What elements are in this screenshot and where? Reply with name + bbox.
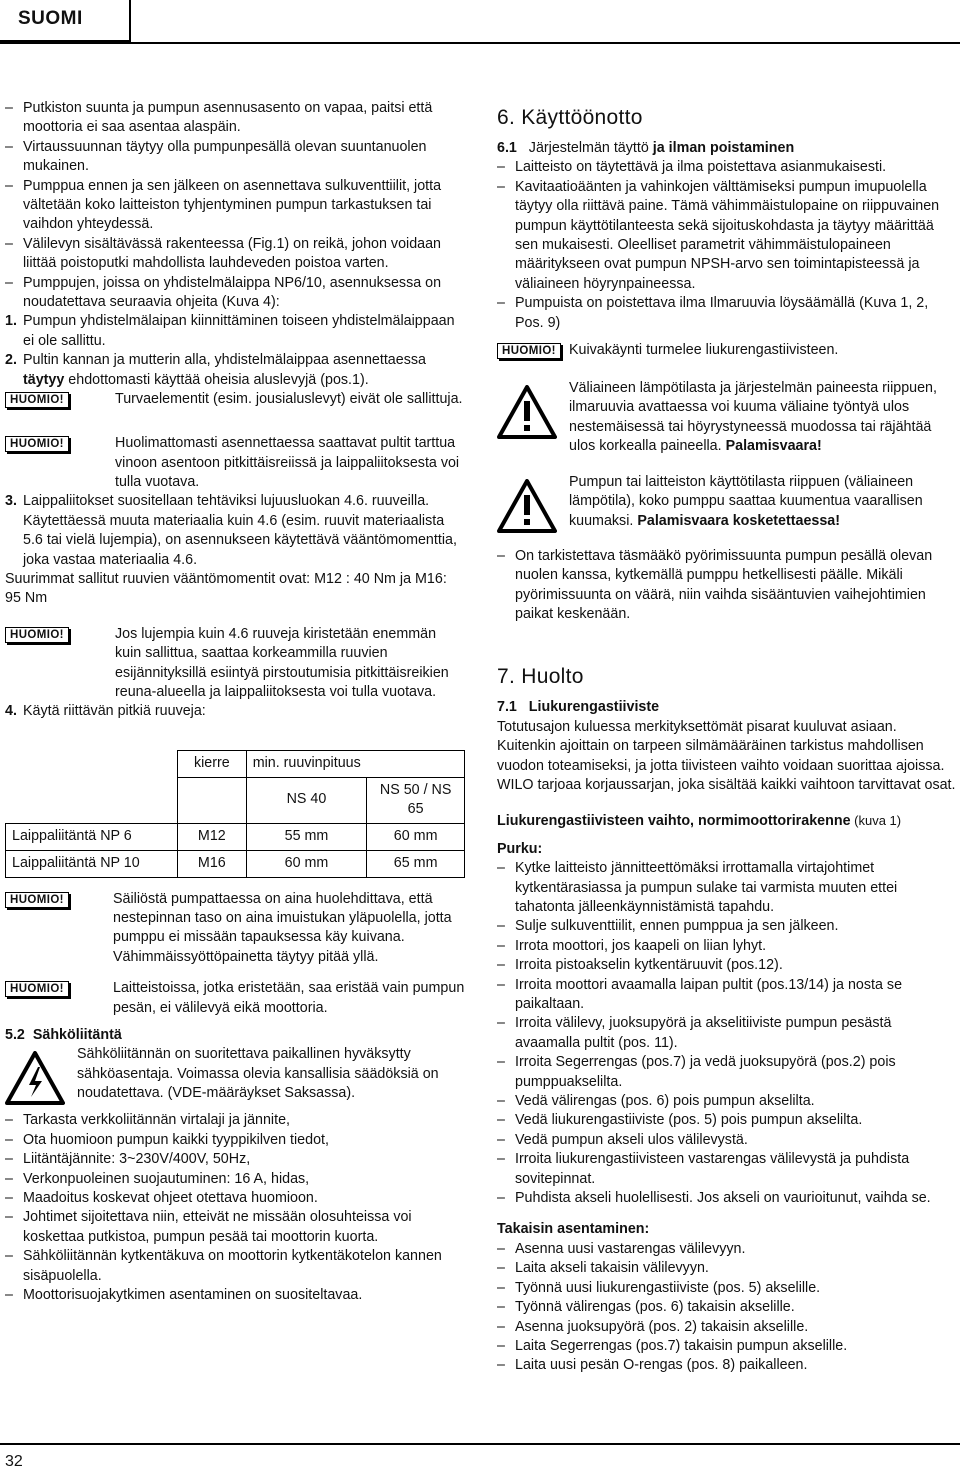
list-item: – Moottorisuojakytkimen asentaminen on suositeltavaa. — [5, 1286, 465, 1305]
rotation-bullet: – On tarkistettava täsmääkö pyörimissuunta pumpun pesällä olevan nuolen kanssa, kytkemällä pumppu hetkellisesti päälle. Mikäli pyörimissuunta on väärä, niin vaihda sisääntuvien vaihejohtimien paikat keskenään. — [497, 547, 959, 625]
huomio-badge: HUOMIO! — [5, 981, 69, 997]
section-5-2-heading: 5.2 Sähköliitäntä — [5, 1027, 122, 1044]
list-item: – Irroita liukurengastiivisteen vastarengas välilevystä ja puhdista sovitepinnat. — [497, 1150, 959, 1189]
step-1: 1. Pumpun yhdistelmälaipan kiinnittäminen toiseen yhdistelmälaippaan ei ole sallittu. — [5, 313, 455, 349]
list-item: – Johtimet sijoitettava niin, etteivät ne missään olosuhteissa voi koskettaa putkistoa, pumpun pesää tai moottorin kuorta. — [5, 1208, 465, 1247]
section-7-1-heading: 7.1 Liukurengastiiviste — [497, 699, 660, 716]
list-item: – Vedä välirengas (pos. 6) pois pumpun akselilta. — [497, 1092, 959, 1111]
right-column — [497, 99, 959, 1376]
reassembly-list — [497, 1240, 959, 1376]
table-cell: 60 mm — [246, 850, 367, 877]
note-2: HUOMIO! Huolimattomasti asennettaessa saattavat pultit tarttua vinoon asentoon pitkittäisreiissä ja laippaliitoksesta voi tulla vuotava. — [5, 434, 465, 492]
list-item: – Virtaussuunnan täytyy olla pumpunpesällä olevan suuntanuolen mukainen. — [5, 138, 465, 177]
list-item: – Laita uusi pesän O-rengas (pos. 8) paikalleen. — [497, 1356, 959, 1375]
seal-replace-heading: Liukurengastiivisteen vaihto, normimoottorirakenne (kuva 1) — [497, 813, 902, 830]
language-label: SUOMI — [18, 8, 83, 29]
list-item: – Työnnä välirengas (pos. 6) takaisin akselille. — [497, 1298, 959, 1317]
filling-bullets — [497, 158, 959, 333]
table-cell: 55 mm — [246, 823, 367, 850]
install-bullets — [5, 99, 465, 312]
list-item: – Pumpuista on poistettava ilma Ilmaruuvia löysäämällä (Kuva 1, 2, Pos. 9) — [497, 294, 959, 333]
list-item: – Puhdista akseli huolellisesti. Jos akseli on vaurioitunut, vaihda se. — [497, 1189, 959, 1208]
table-cell — [367, 750, 465, 777]
table-cell: 60 mm — [367, 823, 465, 850]
note-3: HUOMIO! Jos lujempia kuin 4.6 ruuveja kiristetään enemmän kuin sallittua, saattaa korkeammilla ruuvien esijännityksillä esiintyä pirstoutumisia pitkittäisreikien reuna-alueella ja laippaliitoksesta voi tulla vuotava. — [5, 625, 465, 703]
section-6-1-heading: 6.1 Järjestelmän täyttö ja ilman poistaminen — [497, 140, 795, 156]
burn-warning-2: Pumpun tai laitteiston käyttötilasta riippuen (väliaineen lämpötila), koko pumppu saattaa kuumentua vaarallisen kuumaksi. Palamisvaara kosketettaessa! — [497, 473, 959, 539]
torque-text: Suurimmat sallitut ruuvien vääntömomentit ovat: M12 : 40 Nm ja M16: 95 Nm — [5, 570, 447, 607]
list-item: – Sähköliitännän kytkentäkuva on moottorin kytkentäkotelon kannen sisäpuolella. — [5, 1247, 465, 1286]
screw-length-table — [5, 750, 465, 878]
section-6-heading: 6. Käyttöönotto — [497, 106, 643, 129]
list-item: – Laita Segerrengas (pos.7) takaisin pumpun akselille. — [497, 1337, 959, 1356]
list-item: – Ota huomioon pumpun kaikki tyyppikilven tiedot, — [5, 1131, 465, 1150]
list-item: – Maadoitus koskevat ohjeet otettava huomioon. — [5, 1189, 465, 1208]
table-cell: kierre — [177, 750, 246, 777]
list-item: – Irroita Segerrengas (pos.7) ja vedä juoksupyörä (pos.2) pois pumppuakselilta. — [497, 1053, 959, 1092]
table-cell: NS 50 / NS 65 — [367, 777, 465, 823]
table-cell — [6, 777, 178, 823]
burn-warning-1: Väliaineen lämpötilasta ja järjestelmän paineesta riippuen, ilmaruuvia avattaessa voi kuuma väliaine työntyä ulos nestemäisessä tai höyrystyneessä muodossa tai räjähtää ulos korkealla paineella. Palamisvaara! — [497, 379, 959, 457]
table-cell: Laippaliitäntä NP 6 — [6, 823, 178, 850]
list-item: – Työnnä uusi liukurengastiiviste (pos. 5) akselille. — [497, 1279, 959, 1298]
seal-paragraph: Totutusajon kuluessa merkityksettömät pisarat kuuluvat asiaan. Kuitenkin ajoittain on tarpeen silmämääräinen tarkistus mahdollisen vuodon toteamiseksi, ja jotta tiivisteen vaihto voidaan suorittaa ajoissa. WILO tarjoaa korjaussarjan, joka sisältää kaikki vaihtoon tarvittavat osat. — [497, 718, 956, 793]
warning-icon — [497, 385, 557, 439]
list-item: – Välilevyn sisältävässä rakenteessa (Fig.1) on reikä, johon voidaan liittää poistoputki mahdollista lauhdeveden poistoa varten. — [5, 235, 465, 274]
list-item: – Laitteisto on täytettävä ja ilma poistettava asianmukaisesti. — [497, 158, 959, 177]
step-4: 4. Käytä riittävän pitkiä ruuveja: — [5, 703, 206, 720]
left-column — [5, 99, 465, 1306]
step-3: 3. Laippaliitokset suositellaan tehtäviksi lujuusluokan 4.6. ruuveilla. Käytettäessä muuta materiaalia kuin 4.6 (esim. ruuvit materiaalista 5.6 tai vielä lujempia), on asennukseen käytettävä vääntömomenttia, joka vastaa materiaalia 4.6. — [5, 493, 457, 568]
table-row — [6, 750, 465, 777]
list-item: – Kytke laitteisto jännitteettömäksi irrottamalla virtajohtimet kytkentärasiassa ja pumpun sulake tai varmista muuten ettei tahatonta jälleenkäynnistämistä tapahdu. — [497, 859, 959, 917]
list-item: – Tarkasta verkkoliitännän virtalaji ja jännite, — [5, 1111, 465, 1130]
list-item: – Vedä pumpun akseli ulos välilevystä. — [497, 1131, 959, 1150]
list-item: – Vedä liukurengastiiviste (pos. 5) pois pumpun akselilta. — [497, 1111, 959, 1130]
list-item: – Liitäntäjännite: 3~230V/400V, 50Hz, — [5, 1150, 465, 1169]
huomio-badge: HUOMIO! — [497, 343, 561, 359]
electric-bullets — [5, 1111, 465, 1305]
list-item: – Irroita välilevy, juoksupyörä ja akselitiiviste pumpun pesästä avaamalla pultit (pos. 11). — [497, 1014, 959, 1053]
list-item: – Irroita moottori avaamalla laipan pultit (pos.13/14) ja nosta se paikaltaan. — [497, 976, 959, 1015]
note-4: HUOMIO! Säiliöstä pumpattaessa on aina huolehdittava, että nestepinnan taso on aina imuistukan yläpuolella, jotta pumppu ei missään tapauksessa käy kuivana. Vähimmäissyöttöpainetta täytyy pitää yllä. — [5, 890, 465, 968]
table-cell: M12 — [177, 823, 246, 850]
footer-rule — [0, 1443, 960, 1445]
huomio-badge: HUOMIO! — [5, 436, 69, 452]
note-5: HUOMIO! Laitteistoissa, jotka eristetään, saa eristää vain pumpun pesän, ei välilevyä eikä moottoria. — [5, 979, 465, 1018]
electric-warning: Sähköliitännän on suoritettava paikallinen hyväksytty sähköasentaja. Voimassa olevia kansallisia säädöksiä on noudatettava. (VDE-määräykset Saksassa). — [5, 1045, 465, 1111]
section-7-heading: 7. Huolto — [497, 665, 584, 689]
dry-run-note: HUOMIO! Kuivakäynti turmelee liukurengastiivisteen. — [497, 341, 959, 363]
table-cell — [6, 750, 178, 777]
warning-icon — [497, 479, 557, 533]
step-2: 2. Pultin kannan ja mutterin alla, yhdistelmälaippaa asennettaessa täytyy ehdottomasti käyttää oheisia aluslevyjä (pos.1). — [5, 352, 426, 388]
table-cell: NS 40 — [246, 777, 367, 823]
table-cell: Laippaliitäntä NP 10 — [6, 850, 178, 877]
list-item: – Pumppua ennen ja sen jälkeen on asennettava sulkuventtiilit, jotta vältetään koko laitteiston tyhjentyminen pumpun tarkastuksen tai vaihdon yhteydessä. — [5, 177, 465, 235]
list-item: – Putkiston suunta ja pumpun asennusasento on vapaa, paitsi että moottoria ei saa asentaa alaspäin. — [5, 99, 465, 138]
purku-heading: Purku: — [497, 840, 543, 857]
takaisin-heading: Takaisin asentaminen: — [497, 1221, 650, 1238]
table-row — [6, 850, 465, 877]
table-cell — [177, 777, 246, 823]
list-item: – Irroita pistoakselin kytkentäruuvit (pos.12). — [497, 956, 959, 975]
huomio-badge: HUOMIO! — [5, 627, 69, 643]
list-item: – Pumppujen, joissa on yhdistelmälaippa NP6/10, asennuksessa on noudatettava seuraavia ohjeita (Kuva 4): — [5, 274, 465, 313]
note-1: HUOMIO! Turvaelementit (esim. jousialuslevyt) eivät ole sallittuja. — [5, 390, 465, 412]
huomio-badge: HUOMIO! — [5, 392, 69, 408]
list-item: – Verkonpuoleinen suojautuminen: 16 A, hidas, — [5, 1170, 465, 1189]
table-cell: 65 mm — [367, 850, 465, 877]
list-item: – Irrota moottori, jos kaapeli on liian lyhyt. — [497, 937, 959, 956]
huomio-badge: HUOMIO! — [5, 892, 69, 908]
page-number: 32 — [5, 1453, 23, 1470]
electric-hazard-icon — [5, 1051, 65, 1105]
table-row — [6, 823, 465, 850]
table-cell: min. ruuvinpituus — [246, 750, 367, 777]
table-cell: M16 — [177, 850, 246, 877]
disassembly-list — [497, 859, 959, 1208]
language-tab — [0, 0, 131, 42]
list-item: – Sulje sulkuventtiilit, ennen pumppua ja sen jälkeen. — [497, 917, 959, 936]
list-item: – Laita akseli takaisin välilevyyn. — [497, 1259, 959, 1278]
list-item: – Kavitaatioäänten ja vahinkojen välttämiseksi pumpun imupuolella täytyy olla riittävä paine. Tämä vähimmäistulopaine on riippuvainen pumpun käyttötilanteesta sekä sijoituskohdasta ja täytyy määrittää sen mukaisesti. Oleelliset parametrit vähimmäistulopaineen määritykseen ovat pumpun NPSH-arvo sen toimintapisteessä ja väliaineen höyrynpaineessa. — [497, 178, 959, 294]
list-item: – Asenna juoksupyörä (pos. 2) takaisin akselille. — [497, 1318, 959, 1337]
list-item: – Asenna uusi vastarengas välilevyyn. — [497, 1240, 959, 1259]
table-row — [6, 777, 465, 823]
header-rule — [0, 42, 960, 44]
